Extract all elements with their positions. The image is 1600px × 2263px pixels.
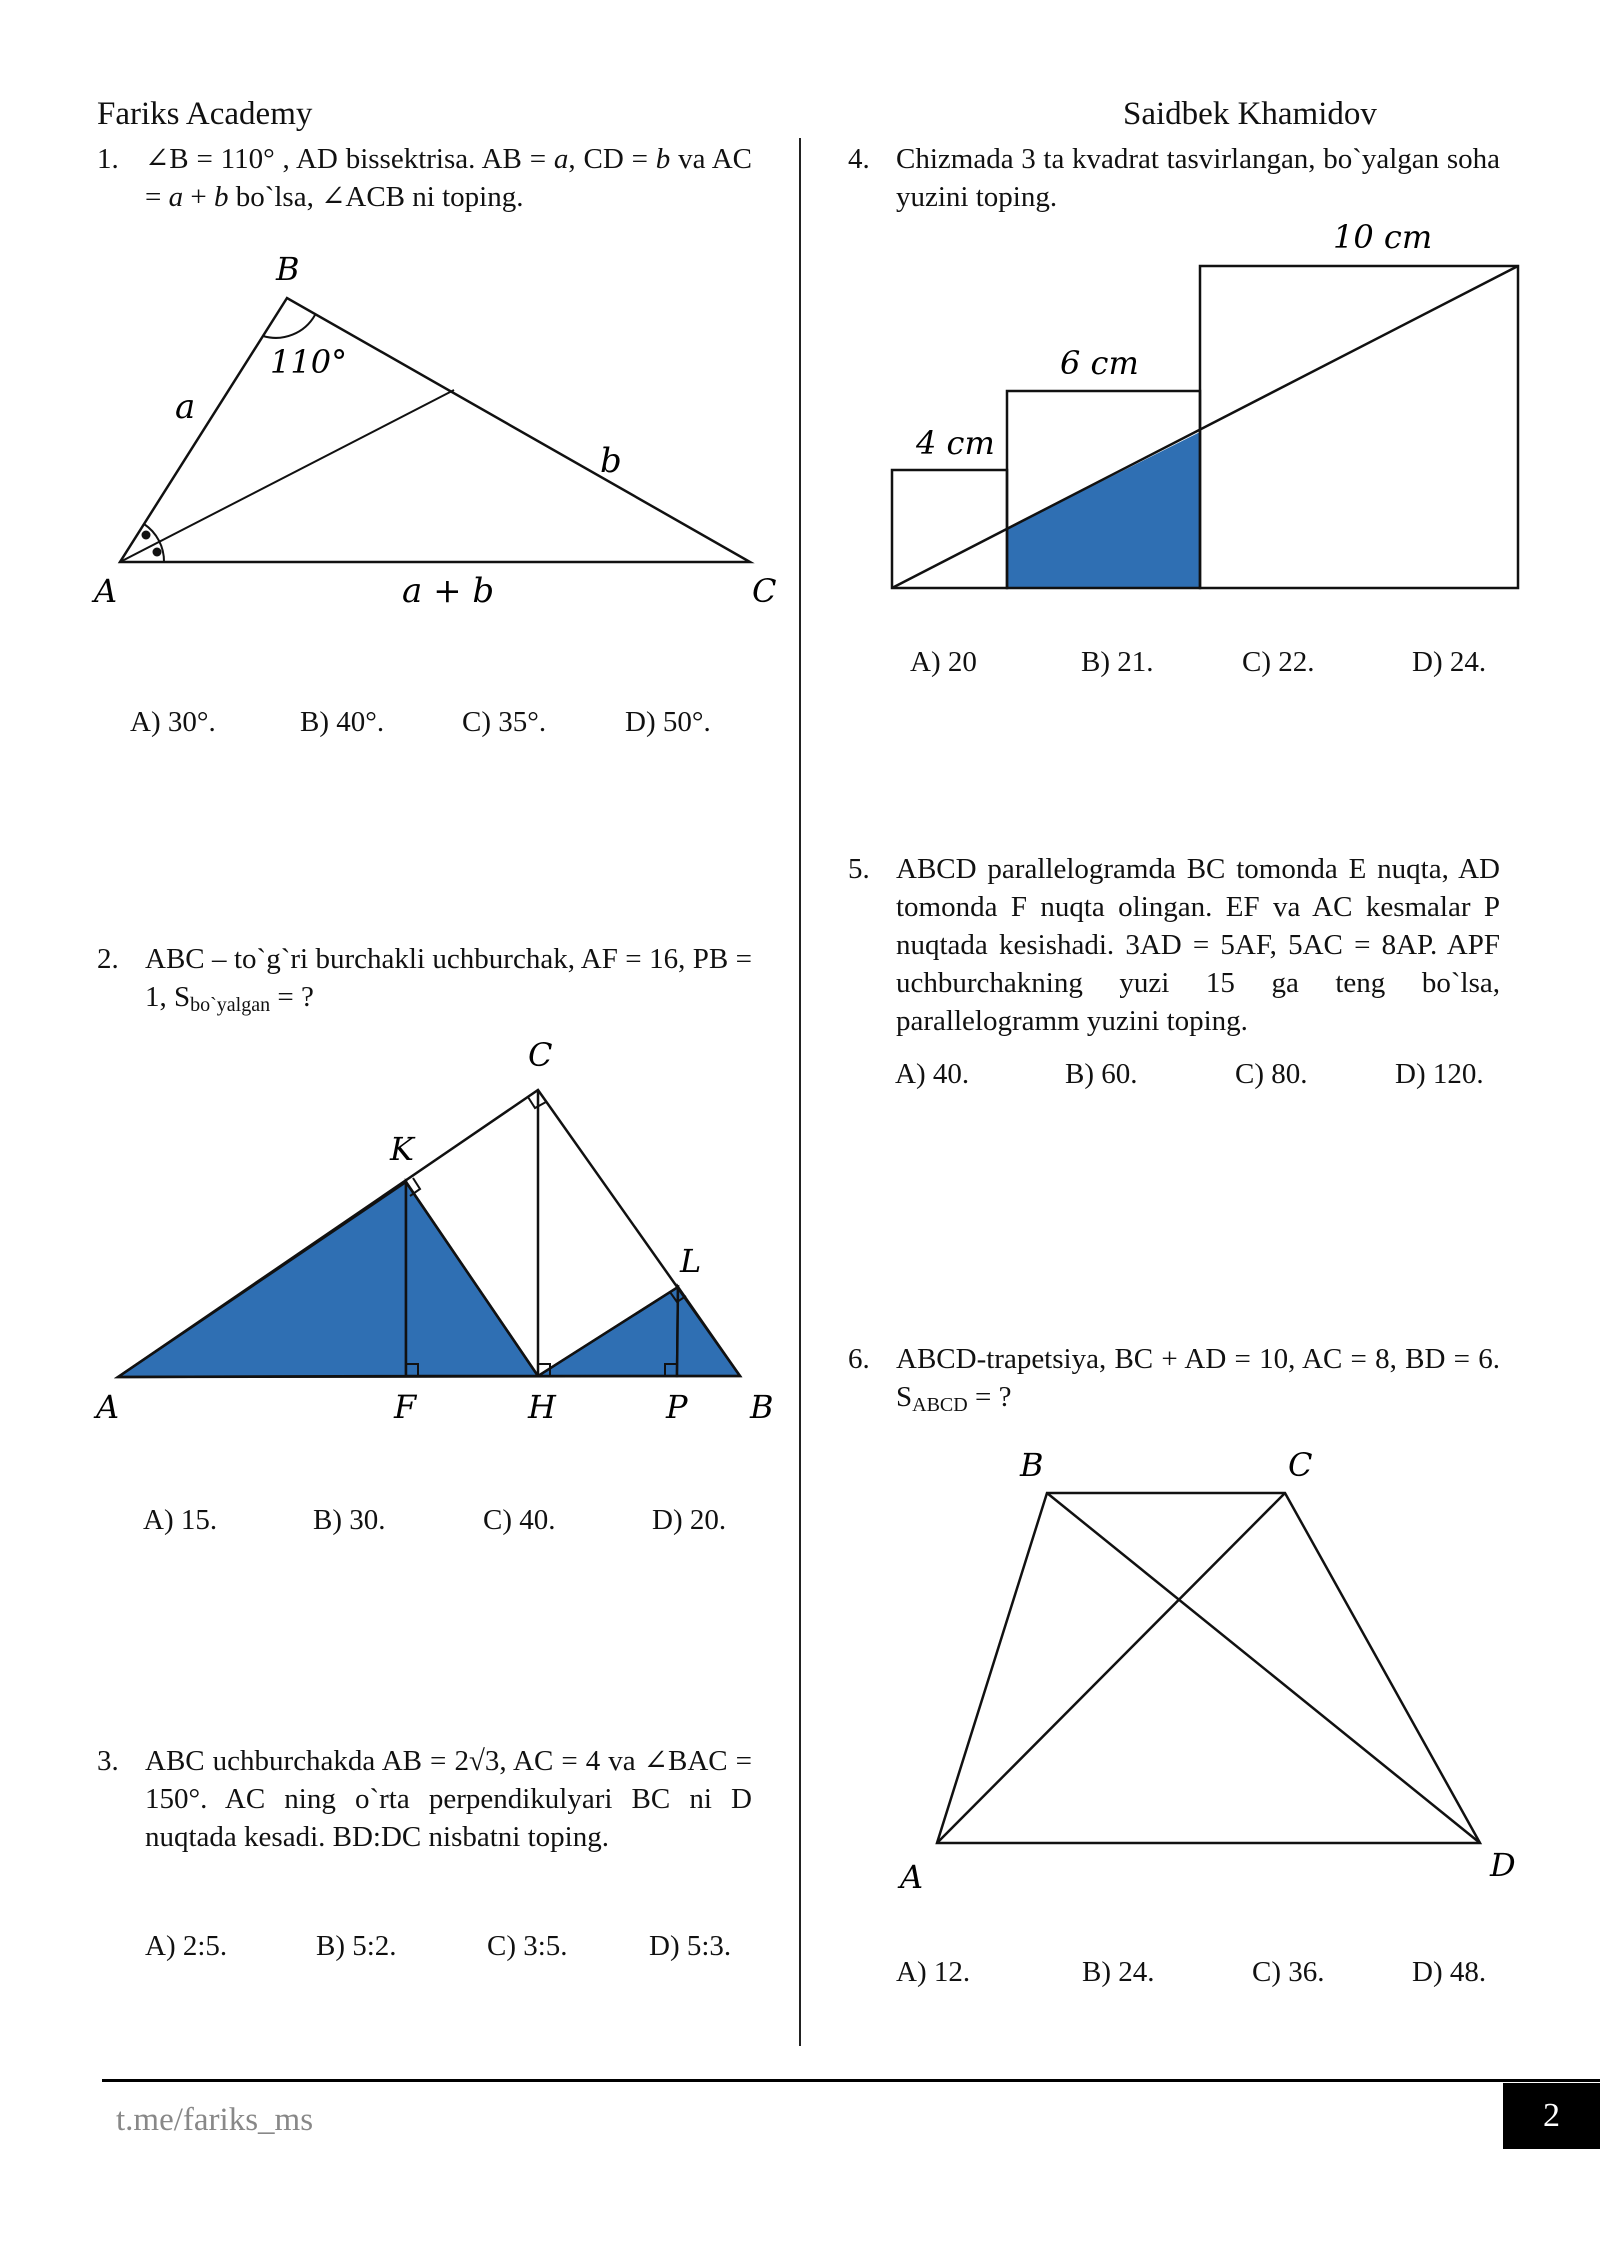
problem-3-text: ABC uchburchakda AB = 2√3, AC = 4 va ∠BAC = 150°. AC ning o`rta perpendikulyari BC ni D nuqtada kesadi. BD:DC nisbatni toping. bbox=[145, 1745, 752, 1853]
label-a-side: a bbox=[175, 387, 196, 427]
problem-6-option-d[interactable]: D) 48. bbox=[1412, 1956, 1487, 1988]
label-b: B bbox=[1020, 1446, 1044, 1484]
label-b-side: b bbox=[600, 441, 622, 481]
label-d: D bbox=[1490, 1846, 1516, 1884]
problem-1-number: 1. bbox=[97, 143, 119, 175]
problem-4 bbox=[848, 140, 1500, 216]
header-left: Fariks Academy bbox=[97, 96, 313, 132]
problem-5-option-d[interactable]: D) 120. bbox=[1395, 1058, 1484, 1090]
problem-2-text: ABC – to`g`ri burchakli uchburchak, AF = 16, PB = 1, $S_{bo`yalgan}$ = ? bbox=[145, 943, 752, 1016]
problem-1-option-b[interactable]: B) 40°. bbox=[300, 706, 385, 738]
label-6cm: 6 cm bbox=[1060, 344, 1139, 382]
problem-1-option-a[interactable]: A) 30°. bbox=[130, 706, 216, 738]
problem-6-option-a[interactable]: A) 12. bbox=[896, 1956, 971, 1988]
problem-2 bbox=[97, 940, 752, 1024]
footer-rule bbox=[102, 2079, 1600, 2082]
problem-6-text: ABCD-trapetsiya, BC + AD = 10, AC = 8, BD = 6. $S_{ABCD}$ = ? bbox=[896, 1343, 1500, 1416]
label-b: B bbox=[750, 1388, 774, 1426]
problem-4-option-d[interactable]: D) 24. bbox=[1412, 646, 1487, 678]
shaded-region bbox=[1007, 432, 1200, 588]
figure-1-triangle bbox=[80, 240, 800, 620]
problem-6-option-b[interactable]: B) 24. bbox=[1082, 1956, 1155, 1988]
label-k: K bbox=[390, 1130, 414, 1168]
label-a: A bbox=[94, 572, 118, 610]
problem-6 bbox=[848, 1340, 1500, 1424]
problem-3-number: 3. bbox=[97, 1745, 119, 1777]
square-small bbox=[892, 470, 1007, 588]
problem-4-option-a[interactable]: A) 20 bbox=[910, 646, 977, 678]
problem-3 bbox=[97, 1742, 752, 1856]
problem-5-number: 5. bbox=[848, 853, 870, 885]
problem-3-option-b[interactable]: B) 5:2. bbox=[316, 1930, 397, 1962]
problem-4-option-c[interactable]: C) 22. bbox=[1242, 646, 1315, 678]
problem-3-option-c[interactable]: C) 3:5. bbox=[487, 1930, 568, 1962]
problem-6-number: 6. bbox=[848, 1343, 870, 1375]
label-a: A bbox=[900, 1858, 924, 1896]
label-f: F bbox=[394, 1388, 417, 1426]
page-number: 2 bbox=[1503, 2083, 1600, 2149]
problem-4-option-b[interactable]: B) 21. bbox=[1081, 646, 1154, 678]
problem-1-text: ∠B = 110° , AD bissektrisa. AB = a, CD = b va AC = a + b bo`lsa, ∠ACB ni toping. bbox=[145, 143, 752, 213]
problem-6-option-c[interactable]: C) 36. bbox=[1252, 1956, 1325, 1988]
label-angle-110: 110° bbox=[270, 343, 348, 381]
problem-2-option-d[interactable]: D) 20. bbox=[652, 1504, 727, 1536]
footer-link[interactable]: t.me/fariks_ms bbox=[116, 2102, 314, 2138]
problem-1-option-d[interactable]: D) 50°. bbox=[625, 706, 711, 738]
label-4cm: 4 cm bbox=[916, 424, 995, 462]
problem-4-number: 4. bbox=[848, 143, 870, 175]
label-h: H bbox=[528, 1388, 556, 1426]
label-a: A bbox=[96, 1388, 120, 1426]
problem-5 bbox=[848, 850, 1500, 1040]
problem-4-text: Chizmada 3 ta kvadrat tasvirlangan, bo`yalgan soha yuzini toping. bbox=[896, 143, 1500, 213]
header-right: Saidbek Khamidov bbox=[1123, 96, 1377, 132]
angle-mark-dot bbox=[153, 548, 162, 557]
problem-5-option-c[interactable]: C) 80. bbox=[1235, 1058, 1308, 1090]
label-l: L bbox=[680, 1242, 702, 1280]
angle-mark-dot bbox=[142, 531, 151, 540]
label-c: C bbox=[752, 572, 777, 610]
problem-3-option-a[interactable]: A) 2:5. bbox=[145, 1930, 228, 1962]
label-c: C bbox=[1288, 1446, 1313, 1484]
problem-5-option-b[interactable]: B) 60. bbox=[1065, 1058, 1138, 1090]
figure-2-right-triangle bbox=[80, 1030, 800, 1450]
problem-2-option-b[interactable]: B) 30. bbox=[313, 1504, 386, 1536]
problem-3-option-d[interactable]: D) 5:3. bbox=[649, 1930, 732, 1962]
problem-2-number: 2. bbox=[97, 943, 119, 975]
angle-a-arc bbox=[144, 524, 164, 562]
label-10cm: 10 cm bbox=[1333, 218, 1433, 256]
trapezoid-abcd bbox=[937, 1493, 1480, 1843]
label-c: C bbox=[528, 1036, 553, 1074]
figure-6-trapezoid bbox=[880, 1440, 1530, 1910]
problem-2-option-a[interactable]: A) 15. bbox=[143, 1504, 218, 1536]
square-large bbox=[1200, 266, 1518, 588]
bisector-ad bbox=[120, 390, 454, 562]
label-a-plus-b: a + b bbox=[402, 571, 495, 611]
problem-5-option-a[interactable]: A) 40. bbox=[895, 1058, 970, 1090]
label-b: B bbox=[276, 250, 300, 288]
label-p: P bbox=[666, 1388, 688, 1426]
problem-2-option-c[interactable]: C) 40. bbox=[483, 1504, 556, 1536]
problem-1 bbox=[97, 140, 752, 216]
angle-b-arc bbox=[263, 315, 315, 338]
triangle-abc bbox=[120, 298, 750, 562]
problem-5-text: ABCD parallelogramda BC tomonda E nuqta, AD tomonda F nuqta olingan. EF va AC kesmalar P nuqtada kesishadi. 3AD = 5AF, 5AC = 8AP. APF uchburchakning yuzi 15 ga teng bo`lsa, parallelogramm yuzini toping. bbox=[896, 853, 1500, 1037]
figure-4-squares bbox=[880, 210, 1530, 600]
problem-1-option-c[interactable]: C) 35°. bbox=[462, 706, 547, 738]
